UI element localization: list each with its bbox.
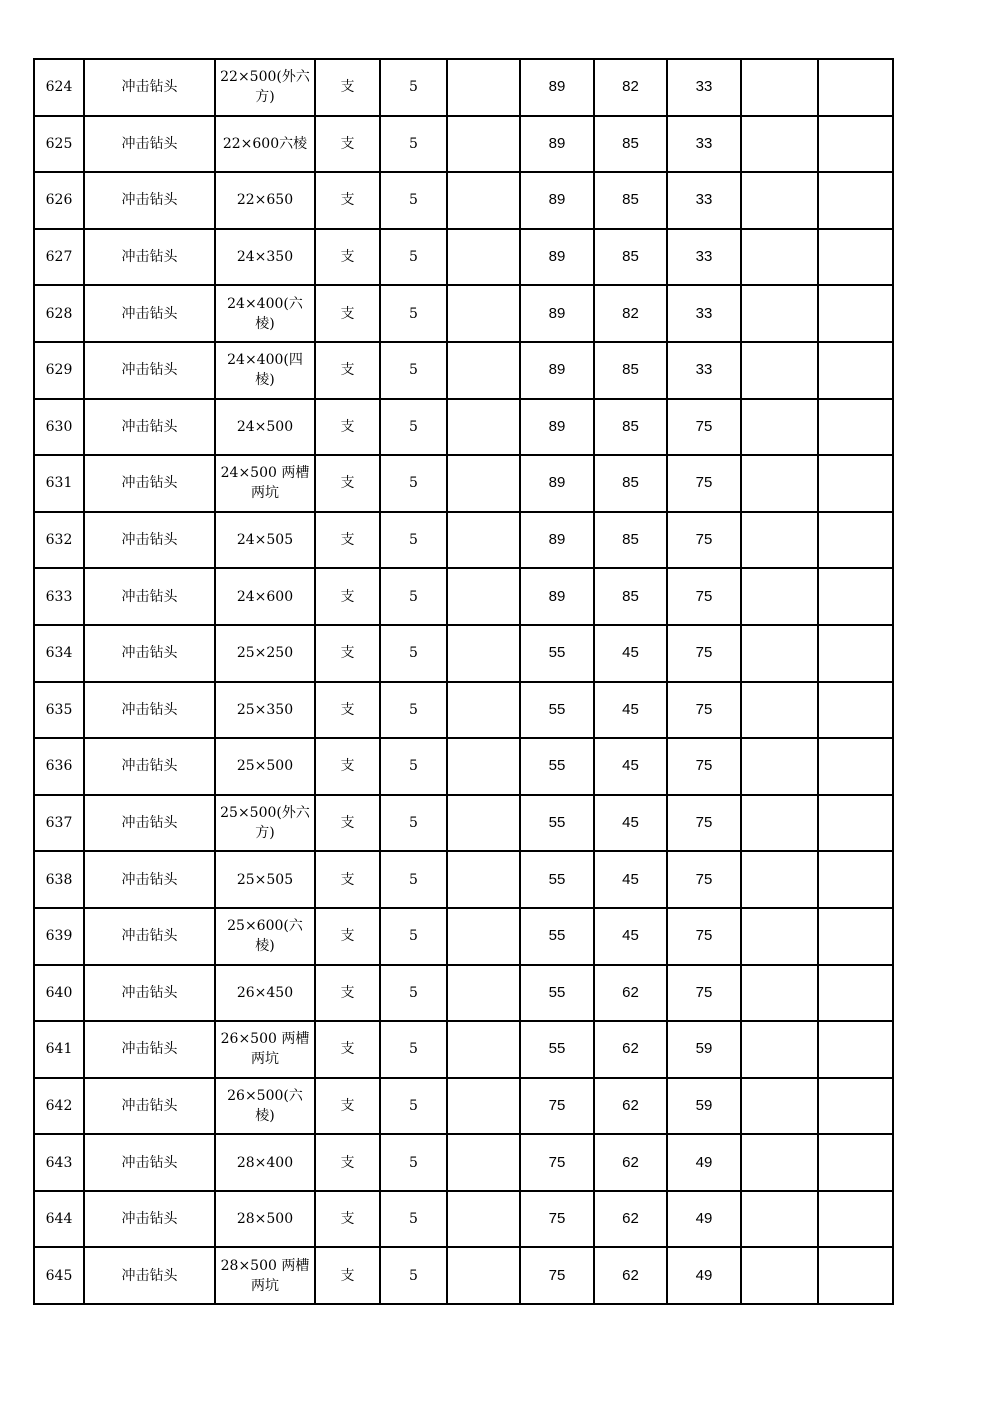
cell-empty (818, 851, 893, 908)
cell-quantity: 5 (380, 116, 447, 173)
cell-specification: 28×500 两槽两坑 (215, 1247, 315, 1304)
cell-empty (818, 1021, 893, 1078)
cell-quantity: 5 (380, 795, 447, 852)
cell-value-1: 75 (520, 1191, 594, 1248)
cell-specification: 22×500(外六方) (215, 59, 315, 116)
cell-empty (741, 1191, 818, 1248)
cell-item-number: 633 (34, 568, 84, 625)
cell-empty (447, 625, 520, 682)
cell-item-name: 冲击钻头 (84, 795, 215, 852)
cell-value-2: 85 (594, 116, 667, 173)
cell-value-1: 55 (520, 682, 594, 739)
cell-quantity: 5 (380, 1021, 447, 1078)
cell-value-1: 89 (520, 116, 594, 173)
cell-empty (818, 1247, 893, 1304)
table-row (34, 568, 893, 625)
cell-item-name: 冲击钻头 (84, 229, 215, 286)
cell-value-3: 33 (667, 285, 741, 342)
cell-item-number: 626 (34, 172, 84, 229)
cell-item-name: 冲击钻头 (84, 1247, 215, 1304)
cell-value-3: 75 (667, 795, 741, 852)
cell-empty (447, 229, 520, 286)
cell-empty (741, 738, 818, 795)
table-row (34, 738, 893, 795)
table-body (34, 59, 893, 1304)
cell-value-1: 55 (520, 1021, 594, 1078)
cell-empty (818, 1078, 893, 1135)
cell-quantity: 5 (380, 172, 447, 229)
cell-value-3: 49 (667, 1134, 741, 1191)
cell-item-number: 630 (34, 399, 84, 456)
cell-unit: 支 (315, 682, 380, 739)
cell-empty (741, 682, 818, 739)
cell-unit: 支 (315, 1247, 380, 1304)
table-row (34, 1021, 893, 1078)
table-row (34, 342, 893, 399)
cell-empty (741, 1078, 818, 1135)
cell-quantity: 5 (380, 229, 447, 286)
cell-unit: 支 (315, 285, 380, 342)
cell-empty (447, 851, 520, 908)
cell-quantity: 5 (380, 851, 447, 908)
cell-quantity: 5 (380, 568, 447, 625)
cell-empty (741, 568, 818, 625)
cell-empty (741, 229, 818, 286)
cell-value-2: 85 (594, 568, 667, 625)
cell-value-3: 75 (667, 738, 741, 795)
cell-specification: 25×350 (215, 682, 315, 739)
cell-empty (447, 59, 520, 116)
table-row (34, 1191, 893, 1248)
cell-specification: 24×400(六棱) (215, 285, 315, 342)
cell-empty (447, 455, 520, 512)
cell-specification: 24×505 (215, 512, 315, 569)
cell-item-number: 625 (34, 116, 84, 173)
cell-value-1: 75 (520, 1078, 594, 1135)
cell-value-1: 55 (520, 908, 594, 965)
table-row (34, 116, 893, 173)
cell-value-2: 45 (594, 908, 667, 965)
cell-specification: 24×500 (215, 399, 315, 456)
cell-unit: 支 (315, 965, 380, 1022)
cell-item-number: 643 (34, 1134, 84, 1191)
cell-quantity: 5 (380, 59, 447, 116)
cell-empty (818, 795, 893, 852)
cell-specification: 26×500(六棱) (215, 1078, 315, 1135)
table-row (34, 172, 893, 229)
table-row (34, 625, 893, 682)
cell-empty (818, 342, 893, 399)
cell-value-1: 89 (520, 172, 594, 229)
cell-value-1: 55 (520, 851, 594, 908)
cell-value-3: 75 (667, 965, 741, 1022)
cell-item-number: 635 (34, 682, 84, 739)
cell-unit: 支 (315, 1021, 380, 1078)
cell-empty (447, 738, 520, 795)
cell-item-number: 631 (34, 455, 84, 512)
cell-value-1: 55 (520, 625, 594, 682)
cell-item-name: 冲击钻头 (84, 455, 215, 512)
cell-item-name: 冲击钻头 (84, 1191, 215, 1248)
cell-value-3: 59 (667, 1078, 741, 1135)
cell-value-3: 75 (667, 682, 741, 739)
cell-item-number: 638 (34, 851, 84, 908)
cell-item-name: 冲击钻头 (84, 625, 215, 682)
cell-empty (741, 795, 818, 852)
table-row (34, 851, 893, 908)
cell-value-3: 75 (667, 399, 741, 456)
table-row (34, 1134, 893, 1191)
cell-value-3: 75 (667, 455, 741, 512)
cell-value-2: 62 (594, 1078, 667, 1135)
cell-item-number: 629 (34, 342, 84, 399)
table-row (34, 908, 893, 965)
cell-value-1: 55 (520, 795, 594, 852)
cell-item-name: 冲击钻头 (84, 172, 215, 229)
cell-empty (741, 172, 818, 229)
cell-specification: 28×400 (215, 1134, 315, 1191)
table-row (34, 399, 893, 456)
cell-empty (741, 285, 818, 342)
cell-value-1: 89 (520, 285, 594, 342)
cell-quantity: 5 (380, 965, 447, 1022)
cell-empty (447, 399, 520, 456)
cell-empty (818, 399, 893, 456)
cell-specification: 24×500 两槽两坑 (215, 455, 315, 512)
table-row (34, 682, 893, 739)
cell-value-3: 33 (667, 59, 741, 116)
cell-unit: 支 (315, 59, 380, 116)
cell-specification: 22×650 (215, 172, 315, 229)
cell-value-2: 85 (594, 229, 667, 286)
cell-unit: 支 (315, 908, 380, 965)
cell-item-name: 冲击钻头 (84, 342, 215, 399)
cell-quantity: 5 (380, 342, 447, 399)
cell-value-2: 85 (594, 399, 667, 456)
cell-value-2: 82 (594, 285, 667, 342)
cell-item-name: 冲击钻头 (84, 512, 215, 569)
cell-specification: 25×250 (215, 625, 315, 682)
cell-empty (741, 455, 818, 512)
cell-item-name: 冲击钻头 (84, 568, 215, 625)
cell-empty (447, 795, 520, 852)
table-row (34, 965, 893, 1022)
cell-unit: 支 (315, 795, 380, 852)
cell-item-name: 冲击钻头 (84, 965, 215, 1022)
cell-empty (447, 568, 520, 625)
cell-quantity: 5 (380, 1191, 447, 1248)
cell-value-2: 62 (594, 1191, 667, 1248)
cell-item-number: 624 (34, 59, 84, 116)
cell-empty (741, 1021, 818, 1078)
cell-specification: 24×350 (215, 229, 315, 286)
cell-empty (818, 59, 893, 116)
cell-value-2: 85 (594, 342, 667, 399)
cell-empty (741, 1247, 818, 1304)
cell-quantity: 5 (380, 625, 447, 682)
table-row (34, 1247, 893, 1304)
cell-value-3: 75 (667, 568, 741, 625)
table-row (34, 795, 893, 852)
cell-value-2: 85 (594, 172, 667, 229)
cell-empty (818, 116, 893, 173)
table-row (34, 1078, 893, 1135)
cell-specification: 25×500 (215, 738, 315, 795)
cell-item-number: 639 (34, 908, 84, 965)
cell-specification: 28×500 (215, 1191, 315, 1248)
cell-value-2: 85 (594, 512, 667, 569)
cell-quantity: 5 (380, 682, 447, 739)
cell-empty (818, 229, 893, 286)
cell-value-1: 55 (520, 738, 594, 795)
cell-value-1: 75 (520, 1134, 594, 1191)
cell-empty (447, 1134, 520, 1191)
cell-empty (818, 625, 893, 682)
cell-unit: 支 (315, 399, 380, 456)
cell-empty (741, 965, 818, 1022)
table-row (34, 455, 893, 512)
cell-value-2: 45 (594, 682, 667, 739)
cell-empty (818, 1134, 893, 1191)
cell-value-1: 89 (520, 229, 594, 286)
cell-item-number: 644 (34, 1191, 84, 1248)
cell-item-name: 冲击钻头 (84, 285, 215, 342)
cell-unit: 支 (315, 342, 380, 399)
cell-specification: 26×450 (215, 965, 315, 1022)
cell-empty (818, 285, 893, 342)
cell-value-3: 75 (667, 851, 741, 908)
cell-empty (818, 738, 893, 795)
cell-value-2: 45 (594, 625, 667, 682)
cell-empty (818, 965, 893, 1022)
cell-unit: 支 (315, 568, 380, 625)
cell-value-1: 75 (520, 1247, 594, 1304)
table-row (34, 512, 893, 569)
cell-empty (447, 908, 520, 965)
table-row (34, 285, 893, 342)
cell-empty (447, 1021, 520, 1078)
cell-empty (818, 512, 893, 569)
cell-specification: 25×500(外六方) (215, 795, 315, 852)
cell-item-name: 冲击钻头 (84, 59, 215, 116)
cell-item-number: 641 (34, 1021, 84, 1078)
cell-value-3: 75 (667, 625, 741, 682)
cell-item-number: 636 (34, 738, 84, 795)
cell-item-number: 645 (34, 1247, 84, 1304)
cell-value-2: 82 (594, 59, 667, 116)
cell-quantity: 5 (380, 399, 447, 456)
cell-unit: 支 (315, 625, 380, 682)
cell-unit: 支 (315, 229, 380, 286)
table-row (34, 59, 893, 116)
cell-value-1: 89 (520, 399, 594, 456)
cell-quantity: 5 (380, 908, 447, 965)
cell-unit: 支 (315, 116, 380, 173)
cell-item-number: 627 (34, 229, 84, 286)
cell-value-2: 45 (594, 851, 667, 908)
cell-empty (741, 116, 818, 173)
cell-value-2: 62 (594, 1247, 667, 1304)
cell-specification: 25×505 (215, 851, 315, 908)
cell-unit: 支 (315, 738, 380, 795)
cell-empty (447, 172, 520, 229)
cell-quantity: 5 (380, 1134, 447, 1191)
cell-value-3: 49 (667, 1191, 741, 1248)
cell-empty (741, 625, 818, 682)
cell-value-2: 85 (594, 455, 667, 512)
cell-value-3: 33 (667, 229, 741, 286)
cell-empty (818, 1191, 893, 1248)
cell-empty (818, 682, 893, 739)
cell-empty (818, 568, 893, 625)
cell-value-1: 89 (520, 59, 594, 116)
cell-item-number: 634 (34, 625, 84, 682)
cell-value-3: 33 (667, 172, 741, 229)
cell-value-1: 89 (520, 342, 594, 399)
cell-empty (818, 172, 893, 229)
cell-item-name: 冲击钻头 (84, 1078, 215, 1135)
cell-value-2: 62 (594, 1134, 667, 1191)
cell-unit: 支 (315, 1191, 380, 1248)
cell-unit: 支 (315, 851, 380, 908)
cell-empty (741, 342, 818, 399)
cell-specification: 25×600(六棱) (215, 908, 315, 965)
cell-empty (447, 1247, 520, 1304)
cell-specification: 22×600六棱 (215, 116, 315, 173)
cell-unit: 支 (315, 455, 380, 512)
cell-item-number: 628 (34, 285, 84, 342)
cell-empty (741, 908, 818, 965)
cell-item-name: 冲击钻头 (84, 399, 215, 456)
cell-specification: 26×500 两槽两坑 (215, 1021, 315, 1078)
cell-empty (447, 1078, 520, 1135)
cell-item-name: 冲击钻头 (84, 682, 215, 739)
cell-quantity: 5 (380, 455, 447, 512)
cell-quantity: 5 (380, 1078, 447, 1135)
cell-value-3: 33 (667, 342, 741, 399)
cell-empty (741, 512, 818, 569)
cell-value-3: 59 (667, 1021, 741, 1078)
cell-empty (741, 1134, 818, 1191)
cell-value-3: 49 (667, 1247, 741, 1304)
cell-empty (741, 851, 818, 908)
cell-unit: 支 (315, 1134, 380, 1191)
cell-value-1: 89 (520, 512, 594, 569)
cell-value-1: 89 (520, 455, 594, 512)
cell-quantity: 5 (380, 512, 447, 569)
cell-item-name: 冲击钻头 (84, 1021, 215, 1078)
cell-unit: 支 (315, 1078, 380, 1135)
cell-item-name: 冲击钻头 (84, 1134, 215, 1191)
cell-unit: 支 (315, 172, 380, 229)
cell-empty (447, 965, 520, 1022)
cell-item-name: 冲击钻头 (84, 738, 215, 795)
cell-empty (818, 455, 893, 512)
cell-item-name: 冲击钻头 (84, 116, 215, 173)
cell-empty (447, 342, 520, 399)
cell-quantity: 5 (380, 738, 447, 795)
cell-value-3: 75 (667, 512, 741, 569)
cell-item-name: 冲击钻头 (84, 908, 215, 965)
price-table (33, 58, 894, 1305)
cell-specification: 24×600 (215, 568, 315, 625)
cell-empty (447, 512, 520, 569)
cell-item-number: 640 (34, 965, 84, 1022)
cell-quantity: 5 (380, 1247, 447, 1304)
cell-specification: 24×400(四棱) (215, 342, 315, 399)
cell-empty (818, 908, 893, 965)
cell-unit: 支 (315, 512, 380, 569)
cell-empty (741, 59, 818, 116)
table-row (34, 229, 893, 286)
cell-empty (447, 285, 520, 342)
cell-empty (741, 399, 818, 456)
cell-item-number: 637 (34, 795, 84, 852)
cell-value-1: 89 (520, 568, 594, 625)
cell-quantity: 5 (380, 285, 447, 342)
cell-value-2: 45 (594, 795, 667, 852)
cell-value-1: 55 (520, 965, 594, 1022)
cell-item-name: 冲击钻头 (84, 851, 215, 908)
cell-value-2: 62 (594, 965, 667, 1022)
cell-value-2: 62 (594, 1021, 667, 1078)
cell-empty (447, 682, 520, 739)
cell-value-3: 75 (667, 908, 741, 965)
cell-item-number: 642 (34, 1078, 84, 1135)
cell-value-2: 45 (594, 738, 667, 795)
cell-item-number: 632 (34, 512, 84, 569)
cell-empty (447, 1191, 520, 1248)
cell-value-3: 33 (667, 116, 741, 173)
cell-empty (447, 116, 520, 173)
